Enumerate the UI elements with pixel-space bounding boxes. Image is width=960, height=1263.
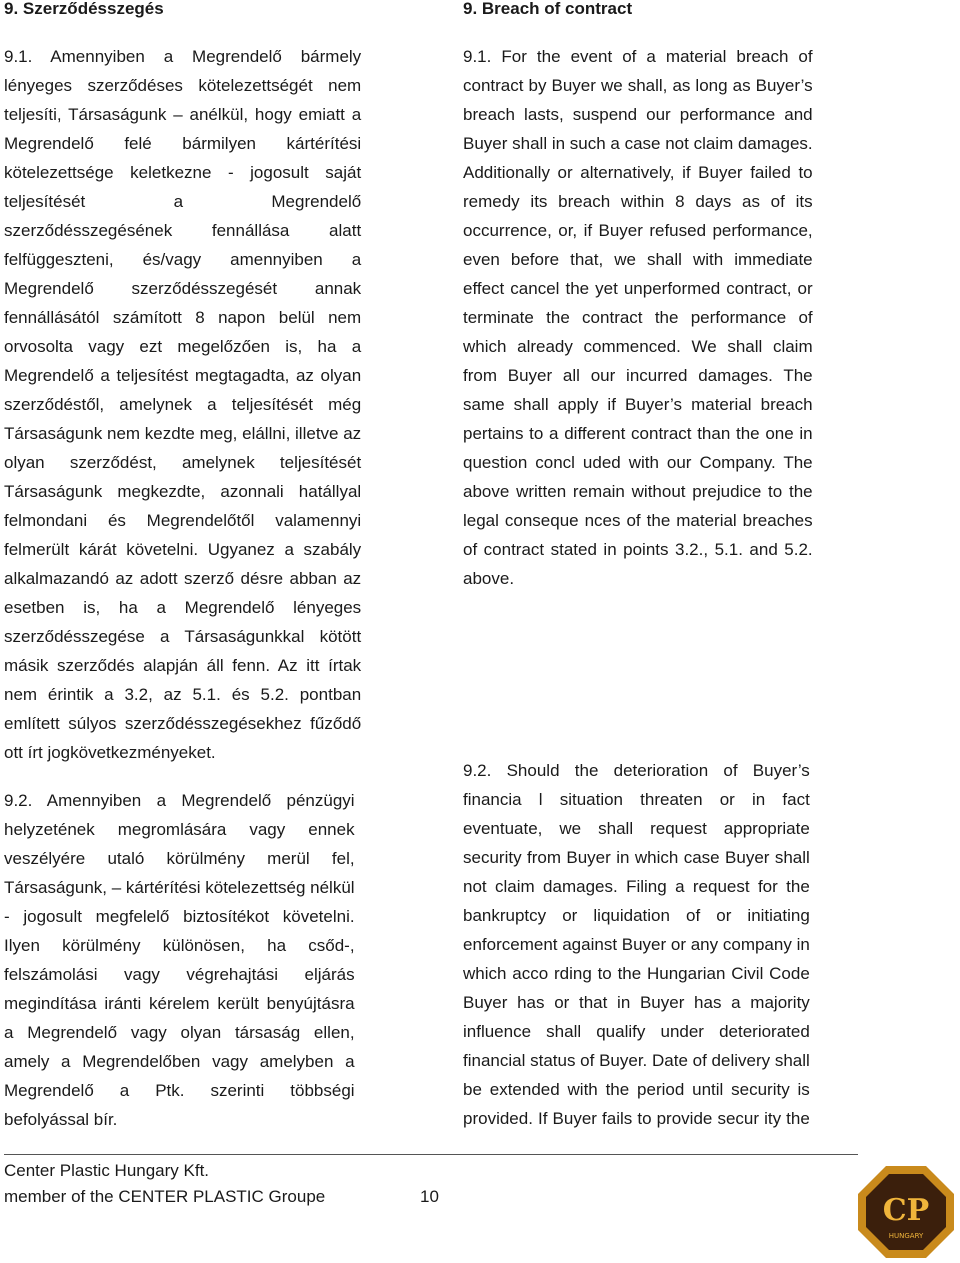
text-line: 9.2. Should the deterioration of Buyer’s xyxy=(463,761,810,780)
text-line: helyzetének megromlására vagy ennek xyxy=(4,820,355,839)
text-line: említett súlyos szerződésszegésekhez fűződő xyxy=(4,714,362,733)
text-line: not claim damages. Filing a request for the xyxy=(463,877,810,896)
text-line: amely a Megrendelőben vagy amelyben a xyxy=(4,1052,355,1071)
section-heading-en: 9. Breach of contract xyxy=(463,0,633,18)
text-line: nem érintik a 3.2, az 5.1. és 5.2. pontban xyxy=(4,685,362,704)
text-line: Társaságunk megkezdte, azonnali hatállyal xyxy=(4,482,362,501)
paragraph-9-2-hu xyxy=(4,786,355,1134)
footer-divider xyxy=(4,1154,858,1155)
section-heading-hu: 9. Szerződésszegés xyxy=(4,0,164,18)
text-line: occurrence, or, if Buyer refused performance, xyxy=(463,221,813,240)
text-line: eventuate, we shall request appropriate xyxy=(463,819,810,838)
text-line: of contract stated in points 3.2., 5.1. and 5.2. xyxy=(463,540,813,559)
text-line: which already commenced. We shall claim xyxy=(463,337,813,356)
text-line: teljesíti, Társaságunk – anélkül, hogy emiatt a xyxy=(4,105,362,124)
text-line: from Buyer all our incurred damages. The xyxy=(463,366,813,385)
text-line: Megrendelő szerződésszegését annak xyxy=(4,279,362,298)
center-plastic-logo-icon xyxy=(856,1164,956,1260)
text-line: even before that, we shall with immediate xyxy=(463,250,813,269)
text-line: alkalmazandó az adott szerző désre abban az xyxy=(4,569,362,588)
text-line: 9.2. Amennyiben a Megrendelő pénzügyi xyxy=(4,791,355,810)
paragraph-9-2-en xyxy=(463,756,810,1133)
text-line: question concl uded with our Company. The xyxy=(463,453,813,472)
logo-caption: HUNGARY xyxy=(888,1232,924,1240)
text-line: veszélyére utaló körülmény merül fel, xyxy=(4,849,355,868)
text-line: teljesítését a Megrendelő xyxy=(4,192,362,211)
text-line: breach lasts, suspend our performance and xyxy=(463,105,813,124)
text-line: olyan szerződést, amelynek teljesítését xyxy=(4,453,362,472)
paragraph-9-1-en xyxy=(463,42,813,593)
text-line: szerződésszegésének fennállása alatt xyxy=(4,221,362,240)
text-line: befolyással bír. xyxy=(4,1110,118,1129)
text-line: provided. If Buyer fails to provide secur ity the xyxy=(463,1109,810,1128)
text-line: same shall apply if Buyer’s material breach xyxy=(463,395,813,414)
text-line: a Megrendelő vagy olyan társaság ellen, xyxy=(4,1023,355,1042)
text-line: kötelezettsége keletkezne - jogosult saját xyxy=(4,163,362,182)
text-line: 9.1. Amennyiben a Megrendelő bármely xyxy=(4,47,362,66)
text-line: pertains to a different contract than the one in xyxy=(463,424,813,443)
text-line: Megrendelő a teljesítést megtagadta, az olyan xyxy=(4,366,362,385)
text-line: felmerült kárát követelni. Ugyanez a szabály xyxy=(4,540,362,559)
text-line: másik szerződés alapján áll fenn. Az itt írtak xyxy=(4,656,362,675)
text-line: which acco rding to the Hungarian Civil Code xyxy=(463,964,810,983)
text-line: contract by Buyer we shall, as long as Buyer’s xyxy=(463,76,813,95)
text-line: lényeges szerződéses kötelezettségét nem xyxy=(4,76,362,95)
text-line: remedy its breach within 8 days as of its xyxy=(463,192,813,211)
text-line: Additionally or alternatively, if Buyer failed to xyxy=(463,163,813,182)
text-line: effect cancel the yet unperformed contract, or xyxy=(463,279,813,298)
text-line: bankruptcy or liquidation of or initiating xyxy=(463,906,810,925)
text-line: Megrendelő felé bármilyen kártérítési xyxy=(4,134,362,153)
text-line: szerződéstől, amelynek a teljesítését még xyxy=(4,395,362,414)
text-line: enforcement against Buyer or any company in xyxy=(463,935,810,954)
text-line: - jogosult megfelelő biztosítékot követelni. xyxy=(4,907,355,926)
text-line: be extended with the period until security is xyxy=(463,1080,810,1099)
text-line: ott írt jogkövetkezményeket. xyxy=(4,743,216,762)
text-line: above. xyxy=(463,569,515,588)
page-number: 10 xyxy=(420,1187,439,1206)
text-line: terminate the contract the performance of xyxy=(463,308,813,327)
footer-member: member of the CENTER PLASTIC Groupe xyxy=(4,1187,326,1206)
text-line: Ilyen körülmény különösen, ha csőd-, xyxy=(4,936,355,955)
text-line: esetben is, ha a Megrendelő lényeges xyxy=(4,598,362,617)
text-line: fennállásától számított 8 napon belül nem xyxy=(4,308,362,327)
text-line: Megrendelő a Ptk. szerinti többségi xyxy=(4,1081,355,1100)
text-line: felfüggeszteni, és/vagy amennyiben a xyxy=(4,250,362,269)
text-line: 9.1. For the event of a material breach of xyxy=(463,47,813,66)
text-line: above written remain without prejudice to the xyxy=(463,482,813,501)
text-line: financia l situation threaten or in fact xyxy=(463,790,810,809)
text-line: felmondani és Megrendelőtől valamennyi xyxy=(4,511,362,530)
text-line: influence shall qualify under deteriorated xyxy=(463,1022,810,1041)
text-line: megindítása iránti kérelem került benyújtásra xyxy=(4,994,355,1013)
text-line: felszámolási vagy végrehajtási eljárás xyxy=(4,965,355,984)
paragraph-9-1-hu xyxy=(4,42,361,767)
text-line: security from Buyer in which case Buyer shall xyxy=(463,848,810,867)
footer-company: Center Plastic Hungary Kft. xyxy=(4,1161,210,1180)
text-line: financial status of Buyer. Date of delivery shall xyxy=(463,1051,810,1070)
text-line: Társaságunk, – kártérítési kötelezettség nélkül xyxy=(4,878,355,897)
text-line: legal conseque nces of the material breaches xyxy=(463,511,813,530)
text-line: orvosolta vagy ezt megelőzően is, ha a xyxy=(4,337,362,356)
text-line: Buyer shall in such a case not claim damages. xyxy=(463,134,813,153)
text-line: szerződésszegése a Társaságunkkal kötött xyxy=(4,627,362,646)
text-line: Buyer has or that in Buyer has a majority xyxy=(463,993,810,1012)
text-line: Társaságunk nem kezdte meg, elállni, illetve az xyxy=(4,424,362,443)
logo-letters: CP xyxy=(882,1193,930,1228)
